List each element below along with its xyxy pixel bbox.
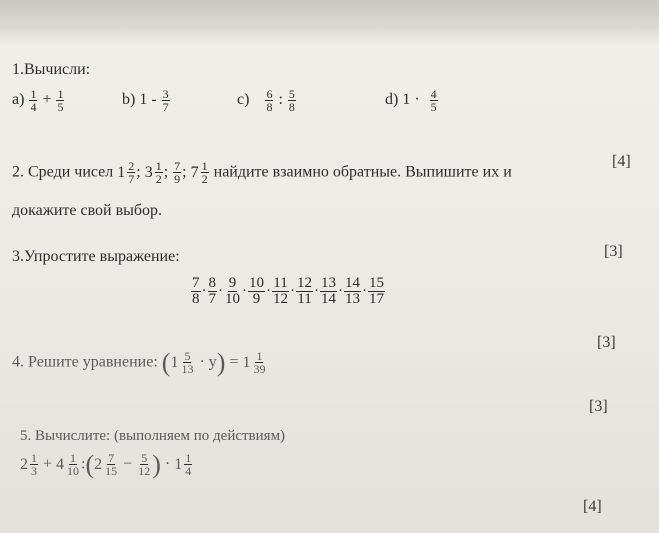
fraction <box>127 160 135 185</box>
task1-b <box>122 88 171 113</box>
task3-expression <box>190 276 386 307</box>
numerator: 7 <box>108 451 115 465</box>
denominator: 12 <box>273 291 288 307</box>
fraction <box>265 88 273 113</box>
denominator: 17 <box>369 291 384 307</box>
task2-line1 <box>12 160 512 185</box>
fraction <box>224 276 241 307</box>
dot: · <box>242 282 247 299</box>
task4-title: 4. Решите уравнение: <box>12 353 158 371</box>
mixed-number <box>242 350 267 375</box>
task1-title: 1.Вычисли: <box>12 61 91 78</box>
task3-score: [3] <box>604 243 623 260</box>
dot: · <box>362 282 367 299</box>
fraction <box>104 452 118 477</box>
numerator: 1 <box>185 451 192 465</box>
dot: · <box>266 282 271 299</box>
fraction <box>368 276 385 307</box>
denominator: 5 <box>430 100 437 114</box>
numerator: 1 <box>70 451 77 465</box>
whole: 7 <box>190 163 199 181</box>
numerator: 5 <box>184 349 191 363</box>
denominator: 13 <box>345 291 360 307</box>
denominator: 8 <box>266 100 273 114</box>
top-shadow <box>0 0 659 46</box>
denominator: 12 <box>138 464 151 479</box>
operator: : <box>278 91 283 109</box>
task2-line2: докажите свой выбор. <box>12 202 163 219</box>
mixed-number <box>94 452 119 477</box>
denominator: 4 <box>30 100 37 114</box>
dot: · <box>201 282 207 299</box>
fraction <box>137 452 151 477</box>
mixed-number <box>174 452 193 477</box>
whole: 1 <box>174 455 183 473</box>
operator: + <box>43 455 53 473</box>
numerator: 11 <box>273 275 288 291</box>
numerator: 5 <box>288 87 295 101</box>
denominator: 9 <box>174 172 181 187</box>
variable: y <box>208 353 217 371</box>
numerator: 7 <box>192 275 200 291</box>
fraction <box>288 88 296 113</box>
mixed-number <box>191 160 210 185</box>
denominator: 2 <box>155 172 162 186</box>
denominator: 39 <box>253 362 266 376</box>
task2-suffix: найдите взаимно обратные. Выпишите их и <box>213 163 512 181</box>
whole: 4 <box>56 455 65 473</box>
separator: ; <box>163 163 169 181</box>
separator: ; <box>182 163 187 181</box>
open-paren: ( <box>85 449 95 479</box>
mixed-number <box>170 350 195 375</box>
operator: · <box>199 353 205 371</box>
fraction <box>56 88 64 113</box>
dot: · <box>338 282 343 299</box>
operator: · <box>164 455 171 473</box>
equals: = <box>229 353 239 371</box>
denominator: 11 <box>297 291 312 307</box>
numerator: 10 <box>249 275 264 291</box>
numerator: 2 <box>128 159 135 173</box>
numerator: 14 <box>345 275 360 291</box>
task5-score: [4] <box>583 498 602 515</box>
task1-c-label: c) <box>237 91 250 109</box>
whole: 3 <box>144 163 153 181</box>
numerator: 15 <box>369 275 384 291</box>
task1-a <box>12 88 65 113</box>
denominator: 10 <box>67 464 80 478</box>
mixed-number <box>56 452 81 477</box>
operator: : <box>81 455 86 473</box>
denominator: 5 <box>57 100 64 114</box>
numerator: 5 <box>141 451 148 466</box>
fraction <box>29 88 37 113</box>
denominator: 3 <box>31 464 37 478</box>
task3-title: 3.Упростите выражение: <box>12 248 180 265</box>
task1-c <box>237 88 297 113</box>
fraction <box>320 276 337 307</box>
whole: 1 <box>170 353 179 371</box>
denominator: 2 <box>201 172 208 186</box>
fraction <box>430 88 438 113</box>
denominator: 7 <box>162 100 169 114</box>
fraction <box>248 276 265 307</box>
dot: · <box>290 282 295 299</box>
numerator: 1 <box>256 349 263 363</box>
numerator: 1 <box>57 87 64 101</box>
numerator: 1 <box>30 87 37 101</box>
numerator: 1 <box>31 451 37 465</box>
fraction <box>208 276 218 307</box>
whole: 1 <box>242 353 251 371</box>
fraction <box>155 160 163 185</box>
fraction <box>191 276 201 307</box>
dot: · <box>218 282 223 299</box>
numerator: 7 <box>174 159 181 174</box>
fraction <box>66 452 80 477</box>
operator: + <box>42 91 52 109</box>
numerator: 3 <box>162 87 169 101</box>
task5-title: 5. Вычислите: (выполняем по действиям) <box>20 428 286 444</box>
mixed-number <box>145 160 164 185</box>
denominator: 14 <box>321 291 336 307</box>
operator: − <box>123 455 133 473</box>
mixed-number <box>117 160 136 185</box>
denominator: 9 <box>252 291 261 307</box>
separator: ; <box>136 163 141 181</box>
numerator: 6 <box>266 87 273 101</box>
fraction <box>30 452 38 477</box>
task1-b-label: b) 1 - <box>122 91 157 109</box>
fraction <box>184 452 192 477</box>
task2-prefix: 2. Среди чисел <box>12 163 114 181</box>
fraction <box>296 276 313 307</box>
numerator: 1 <box>201 159 208 173</box>
task5-expression <box>20 449 193 479</box>
mixed-number <box>20 452 39 477</box>
numerator: 13 <box>321 275 336 291</box>
numerator: 4 <box>430 87 437 101</box>
numerator: 9 <box>228 275 237 291</box>
denominator: 7 <box>128 172 135 186</box>
fraction <box>272 276 289 307</box>
fraction <box>162 88 170 113</box>
close-paren: ) <box>152 449 161 479</box>
task1-d <box>385 88 439 113</box>
task2-score: [4] <box>612 153 631 170</box>
denominator: 8 <box>288 100 295 114</box>
task4-line <box>12 347 267 377</box>
numerator: 1 <box>155 159 162 173</box>
fraction <box>344 276 361 307</box>
numerator: 12 <box>297 275 312 291</box>
fraction <box>252 350 266 375</box>
denominator: 13 <box>181 362 194 376</box>
whole: 1 <box>117 163 126 181</box>
task1-d-label: d) 1 · <box>385 91 420 109</box>
whole: 2 <box>94 455 103 473</box>
fraction <box>201 160 209 185</box>
denominator: 15 <box>105 464 118 478</box>
whole: 2 <box>20 455 28 473</box>
task1-a-label: a) <box>12 91 25 109</box>
denominator: 8 <box>192 291 200 307</box>
close-paren: ) <box>216 347 226 377</box>
fraction <box>180 350 194 375</box>
task5-score-top: [3] <box>589 398 608 415</box>
denominator: 4 <box>185 464 192 478</box>
open-paren: ( <box>161 347 171 377</box>
numerator: 8 <box>208 275 216 291</box>
dot: · <box>314 282 319 299</box>
task4-score: [3] <box>597 334 616 351</box>
fraction <box>173 160 181 185</box>
denominator: 10 <box>225 291 240 307</box>
denominator: 7 <box>208 291 216 307</box>
